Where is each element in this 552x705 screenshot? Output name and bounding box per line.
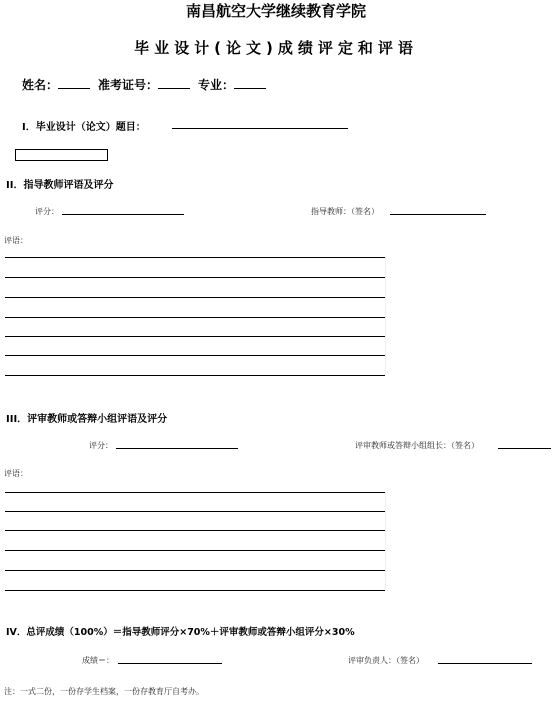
reviewer-score-field[interactable] (116, 448, 238, 449)
grade-label: 成绩＝： (82, 656, 114, 665)
comment-line (5, 375, 385, 376)
comment-line (5, 530, 385, 531)
advisor-sign-label: 指导教师：（签名） (311, 207, 379, 216)
form-title: 毕业设计(论文)成绩评定和评语 (134, 39, 418, 57)
comment-line (5, 297, 385, 298)
panel-leader-sign-label: 评审教师或答辩小组组长：（签名） (355, 441, 479, 450)
name-label: 姓名： (22, 78, 59, 92)
comment-line (5, 550, 385, 551)
divider (385, 492, 386, 590)
major-field[interactable] (234, 77, 266, 89)
thesis-topic-field[interactable] (172, 128, 348, 129)
advisor-score-field[interactable] (62, 214, 184, 215)
comment-line (5, 590, 385, 591)
advisor-sign-field[interactable] (390, 214, 486, 215)
divider (385, 257, 386, 375)
comment-line (5, 277, 385, 278)
thesis-topic-label: I．毕业设计（论文）题目： (22, 122, 146, 133)
reviewer-lead-sign-label: 评审负责人：（签名） (348, 656, 424, 665)
comment-line (5, 336, 385, 337)
total-grade-title: IV．总评成绩（100%）＝指导教师评分×70%＋评审教师或答辩小组评分×30% (6, 627, 355, 638)
major-label: 专业： (198, 78, 235, 92)
comment-line (5, 355, 385, 356)
reviewer-comment-label: 评语： (4, 469, 28, 478)
comment-line (5, 317, 385, 318)
panel-leader-sign-field[interactable] (498, 448, 551, 449)
topic-box[interactable] (15, 149, 108, 161)
comment-line (5, 511, 385, 512)
advisor-section-title: II．指导教师评语及评分 (6, 180, 114, 191)
reviewer-lead-sign-field[interactable] (438, 663, 532, 664)
exam-id-label: 准考证号： (98, 78, 159, 92)
footnote: 注：一式二份，一份存学生档案，一份存教育厅自考办。 (4, 687, 204, 696)
school-name: 南昌航空大学继续教育学院 (185, 2, 366, 20)
exam-id-field[interactable] (158, 77, 190, 89)
reviewer-score-label: 评分： (89, 441, 113, 450)
student-info-row (22, 76, 266, 93)
comment-line (5, 570, 385, 571)
comment-line (5, 257, 385, 258)
name-field[interactable] (58, 77, 90, 89)
advisor-comment-label: 评语： (4, 236, 28, 245)
advisor-score-label: 评分： (35, 207, 59, 216)
comment-line (5, 492, 385, 493)
grade-field[interactable] (118, 663, 222, 664)
reviewer-section-title: III．评审教师或答辩小组评语及评分 (6, 414, 168, 425)
